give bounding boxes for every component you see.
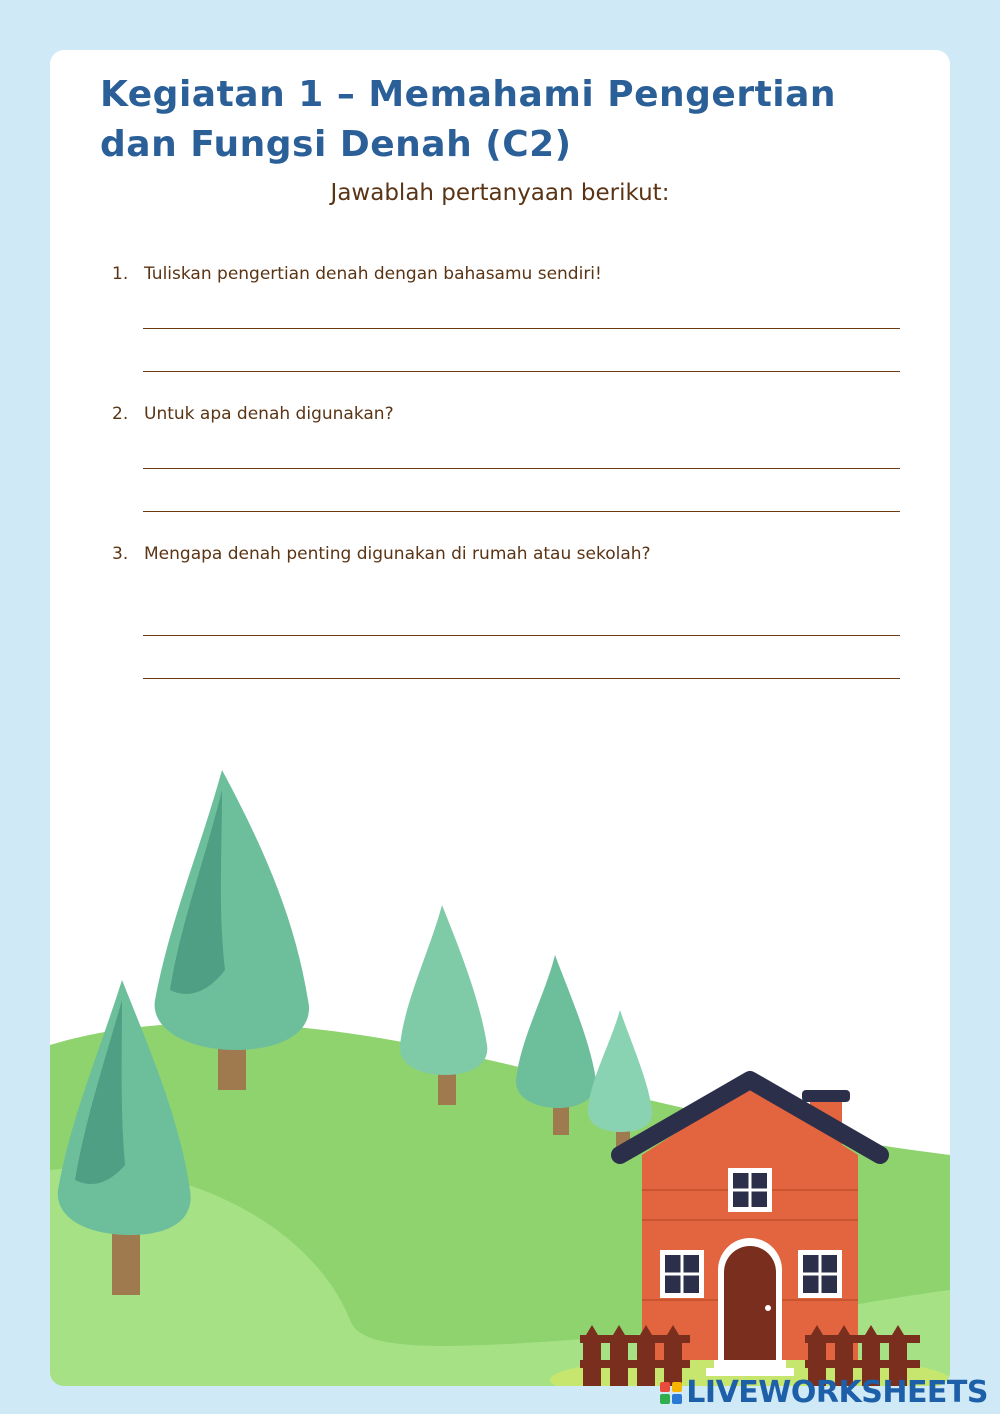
- question-number: 3.: [112, 544, 129, 564]
- answer-field-2a[interactable]: [143, 468, 900, 469]
- question-number: 1.: [112, 264, 129, 284]
- answer-field-1a[interactable]: [143, 328, 900, 329]
- question-3: [112, 544, 651, 564]
- landscape-illustration: [50, 700, 950, 1386]
- answer-field-3b[interactable]: [143, 678, 900, 679]
- answer-field-3a[interactable]: [143, 635, 900, 636]
- question-text: Tuliskan pengertian denah dengan bahasamu sendiri!: [144, 264, 602, 284]
- question-text: Untuk apa denah digunakan?: [144, 404, 394, 424]
- question-number: 2.: [112, 404, 129, 424]
- question-2: [112, 404, 394, 424]
- answer-field-2b[interactable]: [143, 511, 900, 512]
- worksheet-card: [50, 50, 950, 1386]
- liveworksheets-logo[interactable]: [660, 1375, 988, 1410]
- worksheet-title: Kegiatan 1 – Memahami Pengertian dan Fungsi Denah (C2): [100, 74, 837, 165]
- brand-name: LIVEWORKSHEETS: [686, 1375, 988, 1410]
- question-1: [112, 264, 602, 284]
- logo-badge-icon: [660, 1382, 682, 1404]
- question-text: Mengapa denah penting digunakan di rumah atau sekolah?: [144, 544, 651, 564]
- instruction-text: Jawablah pertanyaan berikut:: [330, 180, 670, 206]
- answer-field-1b[interactable]: [143, 371, 900, 372]
